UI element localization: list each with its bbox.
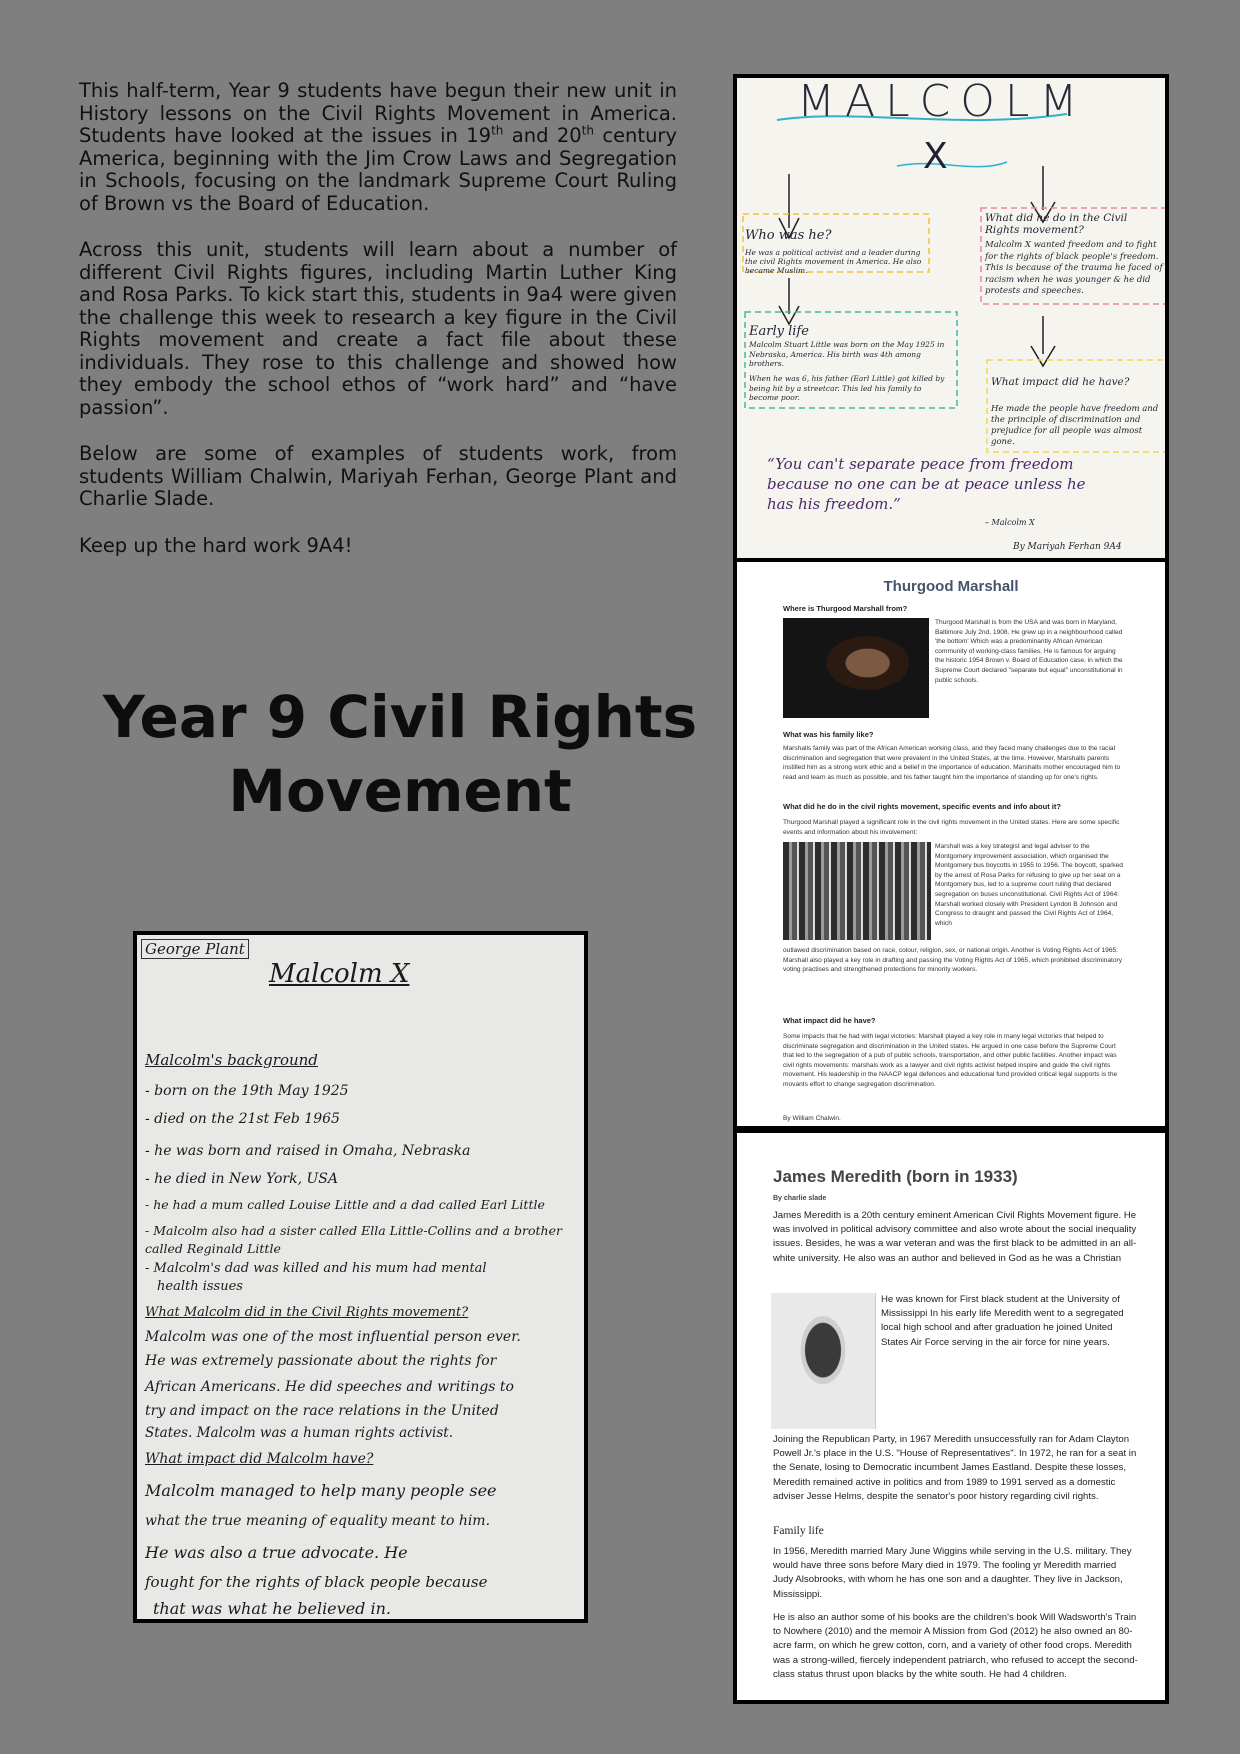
march-crowd-image — [783, 842, 931, 940]
notes-line-12: African Americans. He did speeches and writings to — [145, 1379, 514, 1395]
notes-line-1: - born on the 19th May 1925 — [145, 1083, 349, 1099]
malcolm-x-poster — [733, 74, 1169, 562]
thurgood-paragraph-3: Thurgood Marshall played a significant role in the civil rights movement in the United states. Here are some specific events and information about his involvement: — [783, 819, 1120, 836]
thurgood-heading-3: What did he do in the civil rights movement, specific events and info about it? — [783, 802, 1061, 811]
early-life-answer-1: Malcolm Stuart Little was born on the May 1925 in Nebraska, America. His birth was 4th among brothers. — [749, 340, 945, 368]
james-meredith-fact-file — [733, 1129, 1169, 1704]
early-life-answer-2: When he was 6, his father (Earl Little) got killed by being hit by a streetcar. This led his family to become poor. — [749, 374, 945, 402]
who-answer: He was a political activist and a leader during the civil Rights movement in America. He also became Muslim. — [745, 248, 922, 275]
intro-paragraph-4: Keep up the hard work 9A4! — [79, 533, 353, 557]
notes-line-5: - he had a mum called Louise Little and a dad called Earl Little — [145, 1197, 545, 1212]
notes-line-10: Malcolm was one of the most influential person ever. — [145, 1329, 521, 1345]
thurgood-paragraph-1: Thurgood Marshall is from the USA and was born in Maryland, Baltimore July 2nd, 1908. He grew up in a neighbourhood called 'the bottom' Which was a predominantly African American community of working-class families. He is famous for arguing the historic 1954 Brown v. Board of Education case, in which the Supreme Court declared "separate but equal" unconstitutional in public schools. — [935, 619, 1123, 684]
thurgood-paragraph-5: outlawed discrimination based on race, colour, religion, sex, or national origin. Another is Voting Rights Act of 1965: Marshall also played a key role in drafting and passing the Voting Rights Act of 1965, which prohibited discriminatory voting practises and strengthened protections for minority workers. — [783, 947, 1123, 974]
thurgood-heading-2: What was his family like? — [783, 730, 874, 739]
notes-title: Malcolm X — [269, 959, 410, 989]
meredith-family-heading: Family life — [773, 1525, 824, 1537]
notes-line-8: - Malcolm's dad was killed and his mum had mental — [145, 1261, 487, 1276]
notes-line-13: try and impact on the race relations in the United — [145, 1403, 499, 1419]
what-answer: Malcolm X wanted freedom and to fight for the rights of black people's freedom. This is because of the trauma he faced of racism when he was younger & he did protests and speeches. — [985, 240, 1163, 296]
meredith-paragraph-5: He is also an author some of his books are the children's book Will Wadsworth's Train to Nowhere (2010) and the memoir A Mission from God (2012) he also owned an 80-acre farm, on which he grew cotton, corn, and a variety of other food crops. Meredith was a strong-willed, fiercely independent patriarch, who refused to accept the second-class status thrust upon blacks by the white south. He had 4 children. — [773, 1612, 1138, 1680]
george-plant-notes — [133, 931, 588, 1623]
thurgood-paragraph-6: Some impacts that he had with legal victories: Marshall played a key role in many legal victories that helped to discriminate segregation and discrimination in the United states. He argued in one case before the Supreme Court that led to the segregation of a pub of public schools, transportation, and other public facilities. Another impact was civil rights movements: marshals work as a lawyer and civil rights activist helped inspire and guide the civil rights movement. His leadership in the NAACP legal defences and educational fund provided critical legal supports is the movants effort to change segregation discrimination. — [783, 1033, 1118, 1088]
page-title — [60, 680, 740, 828]
notes-line-17: He was also a true advocate. He — [145, 1543, 408, 1562]
notes-line-11: He was extremely passionate about the rights for — [145, 1353, 497, 1369]
notes-line-4: - he died in New York, USA — [145, 1171, 339, 1187]
who-question: Who was he? — [745, 228, 832, 243]
poster-heading: MALCOLM — [797, 76, 1088, 127]
thurgood-author: By William Chalwin. — [783, 1115, 841, 1122]
malcolm-quote: “You can't separate peace from freedom because no one can be at peace unless he has his freedom.” — [767, 455, 1086, 513]
poster-author: By Mariyah Ferhan 9A4 — [1013, 542, 1122, 552]
notes-author-name: George Plant — [141, 939, 249, 959]
thurgood-heading-4: What impact did he have? — [783, 1016, 876, 1025]
thurgood-paragraph-4: Marshall was a key strategist and legal adviser to the Montgomery improvement association, which organised the Montgomery bus boycotts in 1955 to 1956. The boycott, sparked by the arrest of Rosa Parks for refusing to give up her seat on a Montgomery bus, led to a supreme court ruling that declared segregation on buses unconstitutional. Civil Rights Act of 1964: Marshall worked closely with President Lyndon B Johnson and Congress to draught and passed the Civil Rights Act of 1964, which — [935, 843, 1123, 927]
thurgood-marshall-fact-file — [733, 558, 1169, 1130]
poster-heading-x: X — [923, 136, 948, 177]
meredith-paragraph-3: Joining the Republican Party, in 1967 Meredith unsuccessfully ran for Adam Clayton Powell Jr.'s place in the U.S. "House of Representatives". In 1972, he ran for a seat in the Senate, losing to Democratic incumbent James Eastland. Despite these losses, Meredith remained active in politics and from 1989 to 1991 served as a domestic adviser Jesse Helms, despite the senator's poor history regarding civil rights. — [773, 1434, 1137, 1502]
notes-line-19: that was what he believed in. — [153, 1599, 391, 1618]
intro-paragraph-1: This half-term, Year 9 students have begun their new unit in History lessons on the Civil Rights Movement in America. Students have looked at the issues in 19th and 20th century America, beginning with the Jim Crow Laws and Segregation in Schools, focusing on the landmark Supreme Court Ruling of Brown vs the Board of Education. — [79, 79, 677, 215]
notes-line-9: health issues — [157, 1279, 243, 1294]
early-life-question: Early life — [749, 324, 809, 339]
notes-line-18: fought for the rights of black people because — [145, 1573, 488, 1591]
thurgood-heading-1: Where is Thurgood Marshall from? — [783, 604, 908, 613]
notes-heading-civil-rights: What Malcolm did in the Civil Rights movement? — [145, 1305, 469, 1320]
notes-line-14: States. Malcolm was a human rights activist. — [145, 1425, 454, 1441]
meredith-paragraph-4: In 1956, Meredith married Mary June Wiggins while serving in the U.S. military. They would have three sons before Mary died in 1979. The fooling yr Meredith married Judy Alsobrooks, with whom he has one son and a daughter. They live in Jackson, Mississippi. — [773, 1546, 1132, 1600]
page-title-line-1: Year 9 Civil Rights — [102, 683, 698, 751]
thurgood-paragraph-2: Marshalls family was part of the African American working class, and they faced many challenges due to the racial discrimination and segregation that were prevalent in the United States, at the time. However, Marshalls parents instilled him as a strong work ethic and a belief in the importance of education. Marshalls mother encouraged him to read and learn as much as possible, and his father taught him the importance of standing up for one's rights. — [783, 745, 1121, 781]
meredith-portrait-image — [771, 1293, 876, 1429]
impact-question: What impact did he have? — [991, 376, 1130, 388]
what-question: What did he do in the Civil Rights movement? — [985, 212, 1128, 236]
meredith-paragraph-2: He was known for First black student at the University of Mississippi In his early life Meredith went to a segregated local high school and after graduation he joined United States Air Force serving in the air force for nine years. — [881, 1294, 1124, 1348]
meredith-paragraph-1: James Meredith is a 20th century eminent American Civil Rights Movement figure. He was involved in political advisory committee and also wrote about the social inequality issues. Besides, he was a war veteran and was the first black to be admitted in an all-white university. He also was an author and believed in God as he was a Christian — [773, 1210, 1137, 1264]
notes-line-6: - Malcolm also had a sister called Ella Little-Collins and a brother — [145, 1223, 562, 1238]
intro-paragraph-3: Below are some of examples of students work, from students William Chalwin, Mariyah Ferhan, George Plant and Charlie Slade. — [79, 442, 677, 510]
impact-answer: He made the people have freedom and the principle of discrimination and prejudice for all people was almost gone. — [991, 404, 1159, 447]
thurgood-title: Thurgood Marshall — [883, 578, 1019, 595]
notes-heading-background: Malcolm's background — [145, 1051, 318, 1069]
malcolm-quote-author: – Malcolm X — [985, 518, 1035, 527]
notes-line-2: - died on the 21st Feb 1965 — [145, 1111, 340, 1127]
meredith-title: James Meredith (born in 1933) — [773, 1167, 1018, 1186]
thurgood-portrait-image — [783, 618, 929, 718]
intro-paragraph-2: Across this unit, students will learn about a number of different Civil Rights figures, including Martin Luther King and Rosa Parks. To kick start this, students in 9a4 were given the challenge this week to research a key figure in the Civil Rights movement and create a fact file about these individuals. They rose to this challenge and showed how they embody the school ethos of “work hard” and “have passion”. — [79, 238, 677, 419]
notes-line-7: called Reginald Little — [145, 1241, 281, 1256]
notes-line-3: - he was born and raised in Omaha, Nebraska — [145, 1143, 471, 1159]
notes-heading-impact: What impact did Malcolm have? — [145, 1451, 374, 1467]
notes-line-16: what the true meaning of equality meant to him. — [145, 1513, 491, 1529]
notes-line-15: Malcolm managed to help many people see — [145, 1481, 497, 1500]
meredith-author: By charlie slade — [773, 1195, 827, 1202]
page-title-line-2: Movement — [228, 757, 572, 825]
intro-text — [79, 80, 677, 581]
